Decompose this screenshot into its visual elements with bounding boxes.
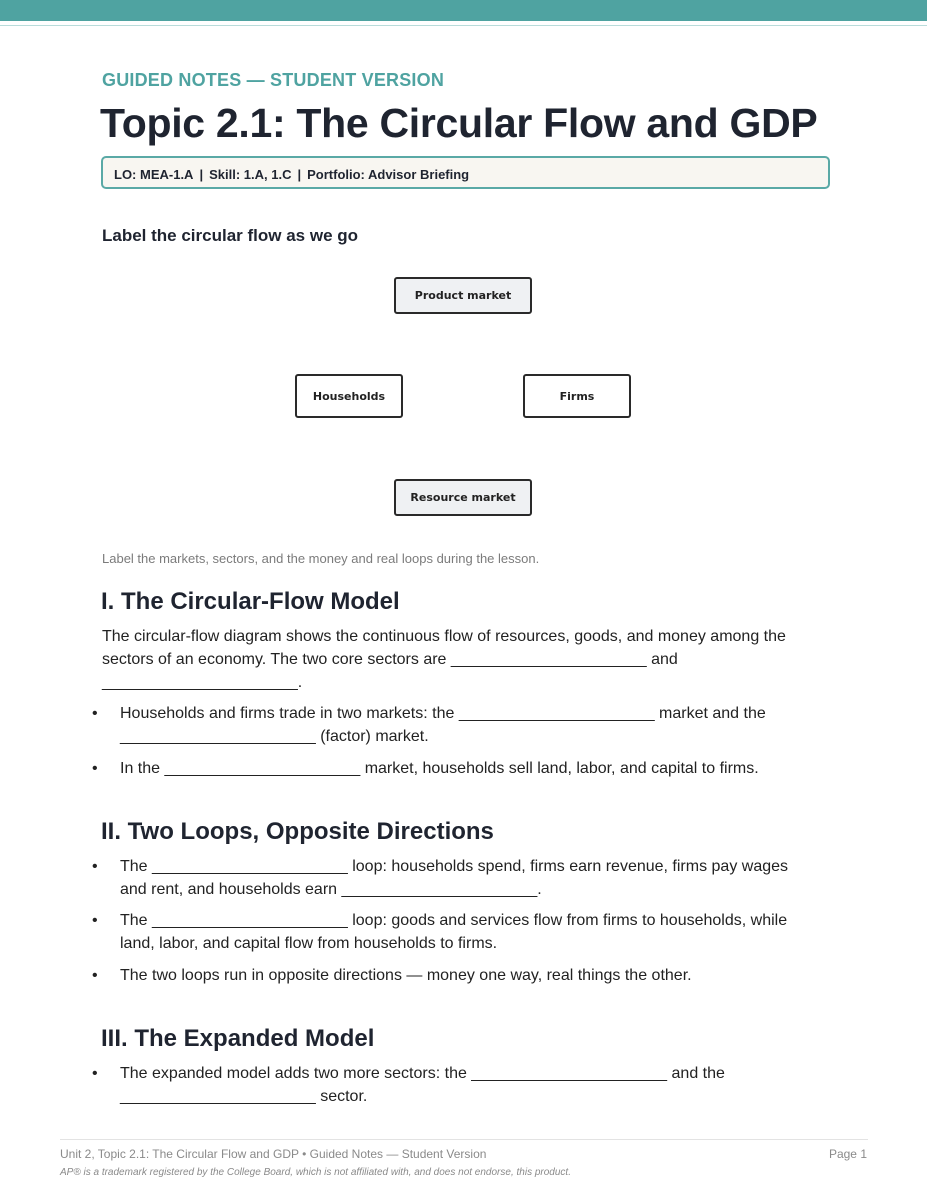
bullet-glyph: • xyxy=(92,705,98,722)
list-item-line: ______________________ sector. xyxy=(120,1088,368,1105)
list-item-line: In the ______________________ market, households sell land, labor, and capital to firms. xyxy=(120,760,759,777)
firms-node: Firms xyxy=(523,374,631,418)
lo-label: LO: MEA-1.A xyxy=(114,167,194,182)
bullet-glyph: • xyxy=(92,1065,98,1082)
list-item xyxy=(92,757,832,780)
bullet-glyph: • xyxy=(92,858,98,875)
list-item-line: The ______________________ loop: households spend, firms earn revenue, firms pay wages xyxy=(120,858,789,875)
section-heading-two-loops: II. Two Loops, Opposite Directions xyxy=(101,818,494,845)
list-item-line: The ______________________ loop: goods and services flow from firms to households, while xyxy=(120,912,788,929)
list-item xyxy=(92,909,832,955)
list-item-line: ______________________ (factor) market. xyxy=(120,728,429,745)
section-heading-circular-flow-model: I. The Circular-Flow Model xyxy=(101,588,400,615)
diagram-caption: Label the markets, sectors, and the money and real loops during the lesson. xyxy=(102,551,540,566)
lo-separator: | xyxy=(199,167,204,182)
section-intro-paragraph xyxy=(102,625,832,694)
portfolio-label: Portfolio: Advisor Briefing xyxy=(307,167,470,182)
list-item-line: The expanded model adds two more sectors: the ______________________ and the xyxy=(120,1065,725,1082)
list-item-line: The two loops run in opposite directions — money one way, real things the other. xyxy=(120,967,692,984)
resource-market-node: Resource market xyxy=(394,479,532,516)
top-accent-bar xyxy=(0,0,927,21)
section-heading-expanded-model: III. The Expanded Model xyxy=(101,1025,375,1052)
bullet-glyph: • xyxy=(92,912,98,929)
list-item xyxy=(92,964,832,987)
list-item xyxy=(92,1062,832,1108)
list-item xyxy=(92,855,832,901)
bullet-glyph: • xyxy=(92,967,98,984)
page-number: Page 1 xyxy=(828,1147,867,1161)
learning-objective-box xyxy=(101,156,830,189)
list-item-line: Households and firms trade in two markets: the ______________________ market and the xyxy=(120,705,766,722)
paragraph-line: sectors of an economy. The two core sectors are ______________________ and xyxy=(102,651,678,668)
lo-separator: | xyxy=(297,167,302,182)
document-eyebrow: GUIDED NOTES — STUDENT VERSION xyxy=(102,70,445,90)
skill-label: Skill: 1.A, 1.C xyxy=(209,167,292,182)
diagram-heading: Label the circular flow as we go xyxy=(102,226,359,245)
trademark-note: AP® is a trademark registered by the College Board, which is not affiliated with, and does not endorse, this product. xyxy=(60,1167,571,1178)
product-market-node: Product market xyxy=(394,277,532,314)
list-item-line: land, labor, and capital flow from households to firms. xyxy=(120,935,498,952)
footer-title: Unit 2, Topic 2.1: The Circular Flow and GDP • Guided Notes — Student Version xyxy=(60,1147,487,1161)
footer-divider xyxy=(60,1139,868,1140)
list-item xyxy=(92,702,832,748)
paragraph-line: The circular-flow diagram shows the continuous flow of resources, goods, and money among the xyxy=(102,628,786,645)
households-node: Households xyxy=(295,374,403,418)
bullet-glyph: • xyxy=(92,760,98,777)
list-item-line: and rent, and households earn ______________________. xyxy=(120,881,542,898)
page-title: Topic 2.1: The Circular Flow and GDP xyxy=(100,100,818,146)
paragraph-line: ______________________. xyxy=(102,674,303,691)
top-divider xyxy=(0,25,927,26)
